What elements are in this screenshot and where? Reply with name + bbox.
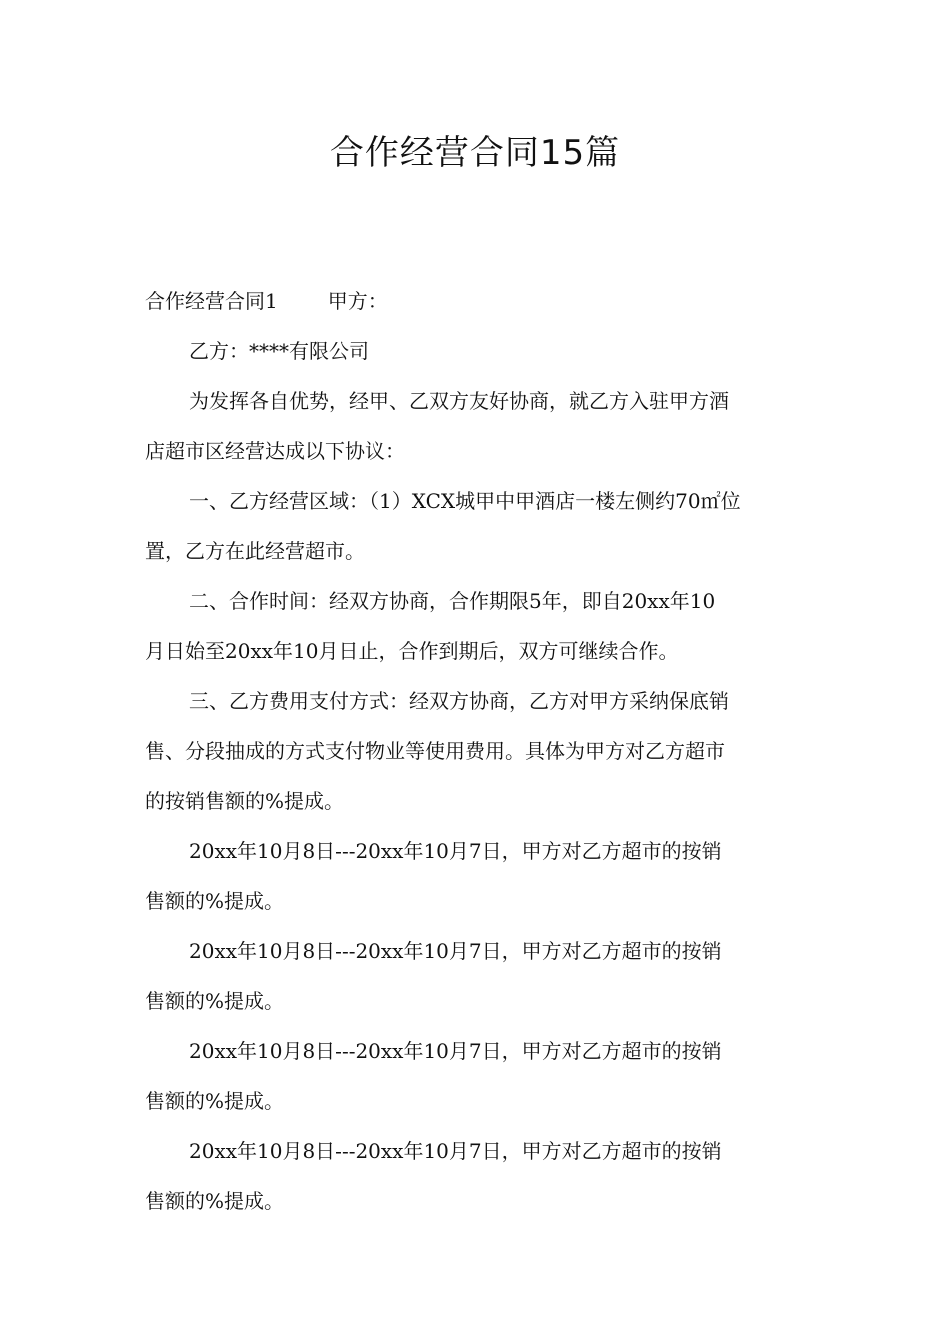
party-a: 甲方： (327, 289, 388, 313)
document-title: 合作经营合同15篇 (329, 133, 621, 173)
section-heading: 合作经营合同1 (145, 289, 278, 313)
document-body (145, 276, 810, 1226)
term-4-line-2: 售额的%提成。 (145, 1189, 285, 1213)
term-3-line-2: 售额的%提成。 (145, 1089, 285, 1113)
intro-line-1: 为发挥各自优势，经甲、乙双方友好协商，就乙方入驻甲方酒 (189, 389, 729, 413)
party-b: 乙方：****有限公司 (189, 339, 369, 363)
term-4-line-1: 20xx年10月8日---20xx年10月7日，甲方对乙方超市的按销 (189, 1139, 722, 1163)
term-1-line-1: 20xx年10月8日---20xx年10月7日，甲方对乙方超市的按销 (189, 839, 722, 863)
term-2-line-1: 20xx年10月8日---20xx年10月7日，甲方对乙方超市的按销 (189, 939, 722, 963)
intro-line-2: 店超市区经营达成以下协议： (145, 439, 405, 463)
clause-1-line-2: 置，乙方在此经营超市。 (145, 539, 365, 563)
term-3-line-1: 20xx年10月8日---20xx年10月7日，甲方对乙方超市的按销 (189, 1039, 722, 1063)
clause-3-line-1: 三、乙方费用支付方式：经双方协商，乙方对甲方采纳保底销 (189, 689, 729, 713)
section-heading-line (145, 276, 810, 326)
term-1-line-2: 售额的%提成。 (145, 889, 285, 913)
clause-1-line-1: 一、乙方经营区域：（1）XCX城甲中甲酒店一楼左侧约70㎡位 (189, 489, 741, 513)
clause-2-line-2: 月日始至20xx年10月日止，合作到期后，双方可继续合作。 (145, 639, 679, 663)
clause-3-line-2: 售、分段抽成的方式支付物业等使用费用。具体为甲方对乙方超市 (145, 739, 725, 763)
term-2-line-2: 售额的%提成。 (145, 989, 285, 1013)
clause-2-line-1: 二、合作时间：经双方协商，合作期限5年，即自20xx年10 (189, 589, 716, 613)
clause-3-line-3: 的按销售额的%提成。 (145, 789, 345, 813)
